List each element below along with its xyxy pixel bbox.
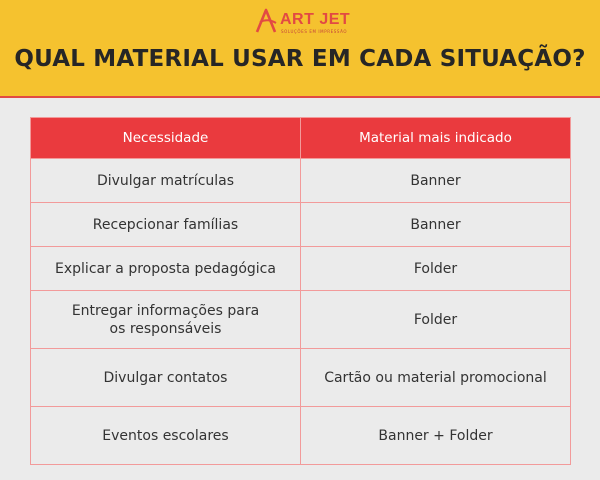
brand-name: ART JET <box>280 11 351 28</box>
page-title: QUAL MATERIAL USAR EM CADA SITUAÇÃO? <box>14 46 586 72</box>
cell-material: Banner + Folder <box>301 407 571 465</box>
header-banner <box>0 0 600 98</box>
cell-need: Divulgar matrículas <box>31 159 301 203</box>
cell-material: Folder <box>301 291 571 349</box>
logo <box>255 8 355 38</box>
cell-material: Banner <box>301 159 571 203</box>
cell-material: Banner <box>301 203 571 247</box>
art-jet-logo-icon <box>255 8 279 34</box>
cell-material: Folder <box>301 247 571 291</box>
cell-need: Entregar informações para os responsáveis <box>31 291 301 349</box>
table-header-row <box>31 118 571 159</box>
cell-need: Eventos escolares <box>31 407 301 465</box>
cell-need: Explicar a proposta pedagógica <box>31 247 301 291</box>
cell-need: Recepcionar famílias <box>31 203 301 247</box>
table-row <box>31 159 571 203</box>
table-row <box>31 247 571 291</box>
table-row <box>31 349 571 407</box>
table-row <box>31 203 571 247</box>
cell-need: Divulgar contatos <box>31 349 301 407</box>
table-row <box>31 291 571 349</box>
brand-tagline: SOLUÇÕES EM IMPRESSÃO <box>281 29 348 34</box>
material-table <box>30 117 571 465</box>
cell-material: Cartão ou material promocional <box>301 349 571 407</box>
header-material: Material mais indicado <box>301 118 571 159</box>
header-need: Necessidade <box>31 118 301 159</box>
table-row <box>31 407 571 465</box>
